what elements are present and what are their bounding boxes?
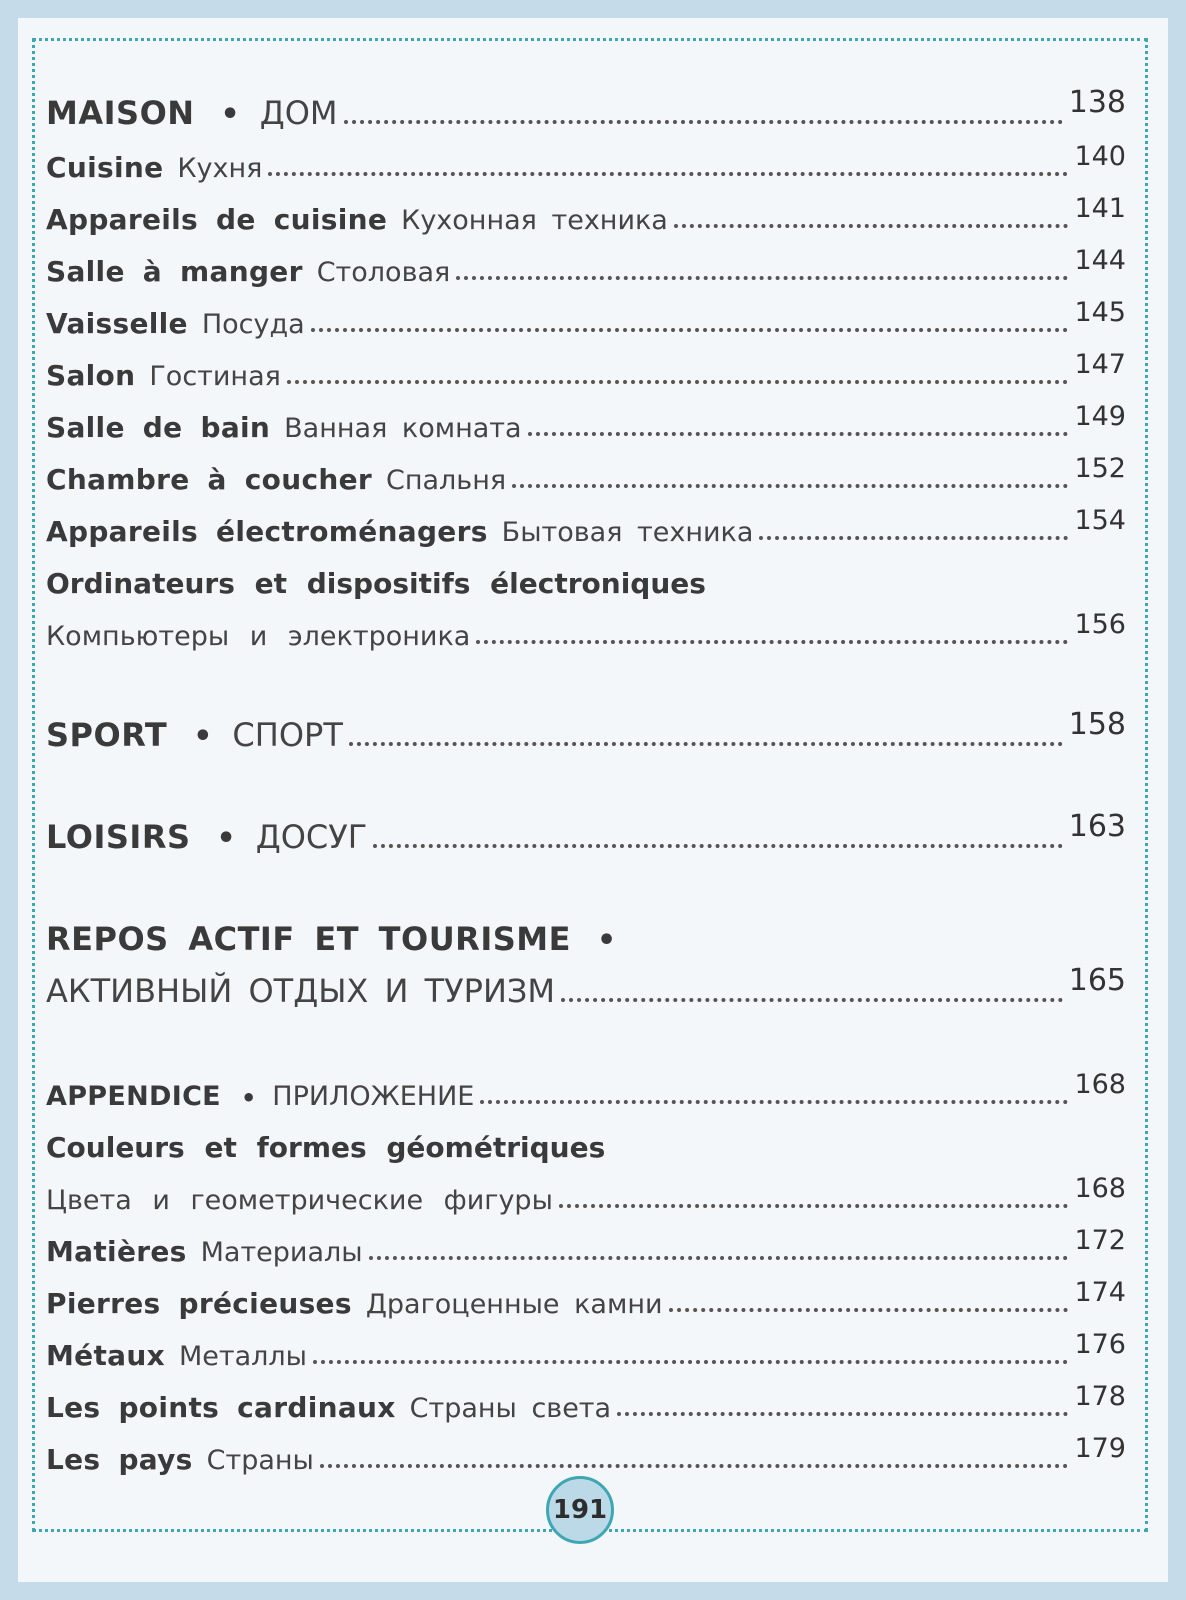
toc-entry[interactable] bbox=[46, 1216, 1126, 1268]
section-title-ru: ПРИЛОЖЕНИЕ bbox=[272, 1081, 475, 1112]
entry-ru: Металлы bbox=[178, 1341, 307, 1372]
entry-fr: Cuisine bbox=[46, 151, 164, 184]
dot-leader bbox=[287, 380, 1069, 384]
page-ref: 168 bbox=[1074, 1173, 1126, 1204]
entry-fr: Salle à manger bbox=[46, 255, 303, 288]
entry-ru: Ванная комната bbox=[284, 413, 522, 444]
section-heading-maison[interactable] bbox=[46, 80, 1126, 132]
entry-fr: Appareils électroménagers bbox=[46, 515, 488, 548]
entry-ru: Гостиная bbox=[149, 361, 281, 392]
bullet-separator: • bbox=[220, 97, 240, 132]
page-ref: 179 bbox=[1074, 1433, 1126, 1464]
entry-ru: Бытовая техника bbox=[501, 517, 754, 548]
toc-entry[interactable] bbox=[46, 1320, 1126, 1372]
toc-entry[interactable] bbox=[46, 132, 1126, 184]
entry-ru: Страны света bbox=[409, 1393, 612, 1424]
entry-fr: Pierres précieuses bbox=[46, 1287, 352, 1320]
dot-leader bbox=[344, 120, 1063, 124]
section-title-fr: LOISIRS bbox=[46, 818, 191, 856]
entry-fr: Vaisselle bbox=[46, 307, 188, 340]
page-ref: 138 bbox=[1068, 85, 1126, 120]
page-ref: 156 bbox=[1074, 609, 1126, 640]
section-heading-loisirs[interactable] bbox=[46, 804, 1126, 856]
section-heading-appendice[interactable] bbox=[46, 1060, 1126, 1112]
entry-fr: Couleurs et formes géométriques bbox=[46, 1131, 606, 1164]
entry-fr: Les points cardinaux bbox=[46, 1391, 396, 1424]
toc-entry[interactable] bbox=[46, 288, 1126, 340]
dot-leader bbox=[674, 224, 1069, 228]
dot-leader bbox=[320, 1464, 1069, 1468]
page-ref: 172 bbox=[1074, 1225, 1126, 1256]
entry-ru: Драгоценные камни bbox=[365, 1289, 663, 1320]
table-of-contents bbox=[46, 80, 1126, 1476]
entry-ru: Столовая bbox=[316, 257, 451, 288]
entry-fr: Ordinateurs et dispositifs électroniques bbox=[46, 567, 706, 600]
toc-entry[interactable] bbox=[46, 340, 1126, 392]
page-ref: 154 bbox=[1074, 505, 1126, 536]
entry-ru: Кухонная техника bbox=[401, 205, 668, 236]
toc-entry[interactable] bbox=[46, 444, 1126, 496]
page-ref: 163 bbox=[1068, 809, 1126, 844]
section-title-ru: ДОМ bbox=[259, 94, 338, 132]
page-number-badge: 191 bbox=[546, 1476, 614, 1544]
dot-leader bbox=[759, 536, 1068, 540]
page-ref: 174 bbox=[1074, 1277, 1126, 1308]
page-ref: 140 bbox=[1074, 141, 1126, 172]
page-ref: 145 bbox=[1074, 297, 1126, 328]
section-title-ru: СПОРТ bbox=[232, 716, 343, 754]
toc-entry[interactable] bbox=[46, 236, 1126, 288]
toc-entry[interactable] bbox=[46, 1424, 1126, 1476]
bullet-separator: • bbox=[596, 923, 617, 958]
toc-entry-title-line[interactable] bbox=[46, 548, 1126, 600]
section-title-fr: MAISON bbox=[46, 94, 195, 132]
dot-leader bbox=[669, 1308, 1069, 1312]
entry-fr: Salle de bain bbox=[46, 411, 271, 444]
entry-ru: Цвета и геометрические фигуры bbox=[46, 1185, 553, 1216]
section-title-fr: REPOS ACTIF ET TOURISME bbox=[46, 920, 571, 958]
dot-leader bbox=[456, 276, 1068, 280]
dot-leader bbox=[313, 1360, 1069, 1364]
toc-entry[interactable] bbox=[46, 392, 1126, 444]
dot-leader bbox=[617, 1412, 1068, 1416]
page-ref: 141 bbox=[1074, 193, 1126, 224]
dot-leader bbox=[373, 844, 1063, 848]
section-title-fr: APPENDICE bbox=[46, 1081, 221, 1112]
entry-ru: Спальня bbox=[385, 465, 507, 496]
page-ref: 176 bbox=[1074, 1329, 1126, 1360]
page-ref: 152 bbox=[1074, 453, 1126, 484]
dot-leader bbox=[528, 432, 1069, 436]
toc-entry[interactable] bbox=[46, 1268, 1126, 1320]
entry-fr: Matières bbox=[46, 1235, 187, 1268]
toc-entry-title-line[interactable] bbox=[46, 1112, 1126, 1164]
entry-ru: Компьютеры и электроника bbox=[46, 621, 471, 652]
section-heading-repos[interactable] bbox=[46, 906, 1126, 958]
bullet-separator: • bbox=[216, 821, 236, 856]
page-ref: 178 bbox=[1074, 1381, 1126, 1412]
dot-leader bbox=[512, 484, 1068, 488]
toc-entry[interactable] bbox=[46, 184, 1126, 236]
toc-entry[interactable] bbox=[46, 1372, 1126, 1424]
dot-leader bbox=[476, 640, 1068, 644]
page-ref: 158 bbox=[1068, 707, 1126, 742]
page-ref: 144 bbox=[1074, 245, 1126, 276]
dot-leader bbox=[311, 328, 1069, 332]
entry-fr: Les pays bbox=[46, 1443, 193, 1476]
entry-fr: Métaux bbox=[46, 1339, 165, 1372]
entry-fr: Appareils de cuisine bbox=[46, 203, 388, 236]
section-heading-sport[interactable] bbox=[46, 702, 1126, 754]
section-title-ru: ДОСУГ bbox=[255, 818, 368, 856]
dot-leader bbox=[369, 1256, 1069, 1260]
page-ref: 168 bbox=[1074, 1069, 1126, 1100]
page bbox=[18, 18, 1168, 1582]
dot-leader bbox=[268, 172, 1068, 176]
page-ref: 147 bbox=[1074, 349, 1126, 380]
toc-entry[interactable] bbox=[46, 496, 1126, 548]
dot-leader bbox=[561, 998, 1063, 1002]
toc-entry-continuation[interactable] bbox=[46, 1164, 1126, 1216]
toc-entry-continuation[interactable] bbox=[46, 600, 1126, 652]
entry-fr: Chambre à coucher bbox=[46, 463, 372, 496]
dot-leader bbox=[480, 1100, 1068, 1104]
entry-ru: Кухня bbox=[177, 153, 263, 184]
dot-leader bbox=[349, 742, 1063, 746]
entry-ru: Посуда bbox=[201, 309, 305, 340]
section-heading-repos-continuation[interactable] bbox=[46, 958, 1126, 1010]
entry-ru: Материалы bbox=[200, 1237, 363, 1268]
entry-ru: Страны bbox=[206, 1445, 314, 1476]
section-title-ru: АКТИВНЫЙ ОТДЫХ И ТУРИЗМ bbox=[46, 972, 556, 1010]
section-title-fr: SPORT bbox=[46, 716, 168, 754]
page-ref: 165 bbox=[1068, 963, 1126, 998]
bullet-separator: • bbox=[193, 719, 213, 754]
dot-leader bbox=[559, 1204, 1069, 1208]
entry-fr: Salon bbox=[46, 359, 136, 392]
page-ref: 149 bbox=[1074, 401, 1126, 432]
bullet-separator: • bbox=[240, 1084, 257, 1112]
